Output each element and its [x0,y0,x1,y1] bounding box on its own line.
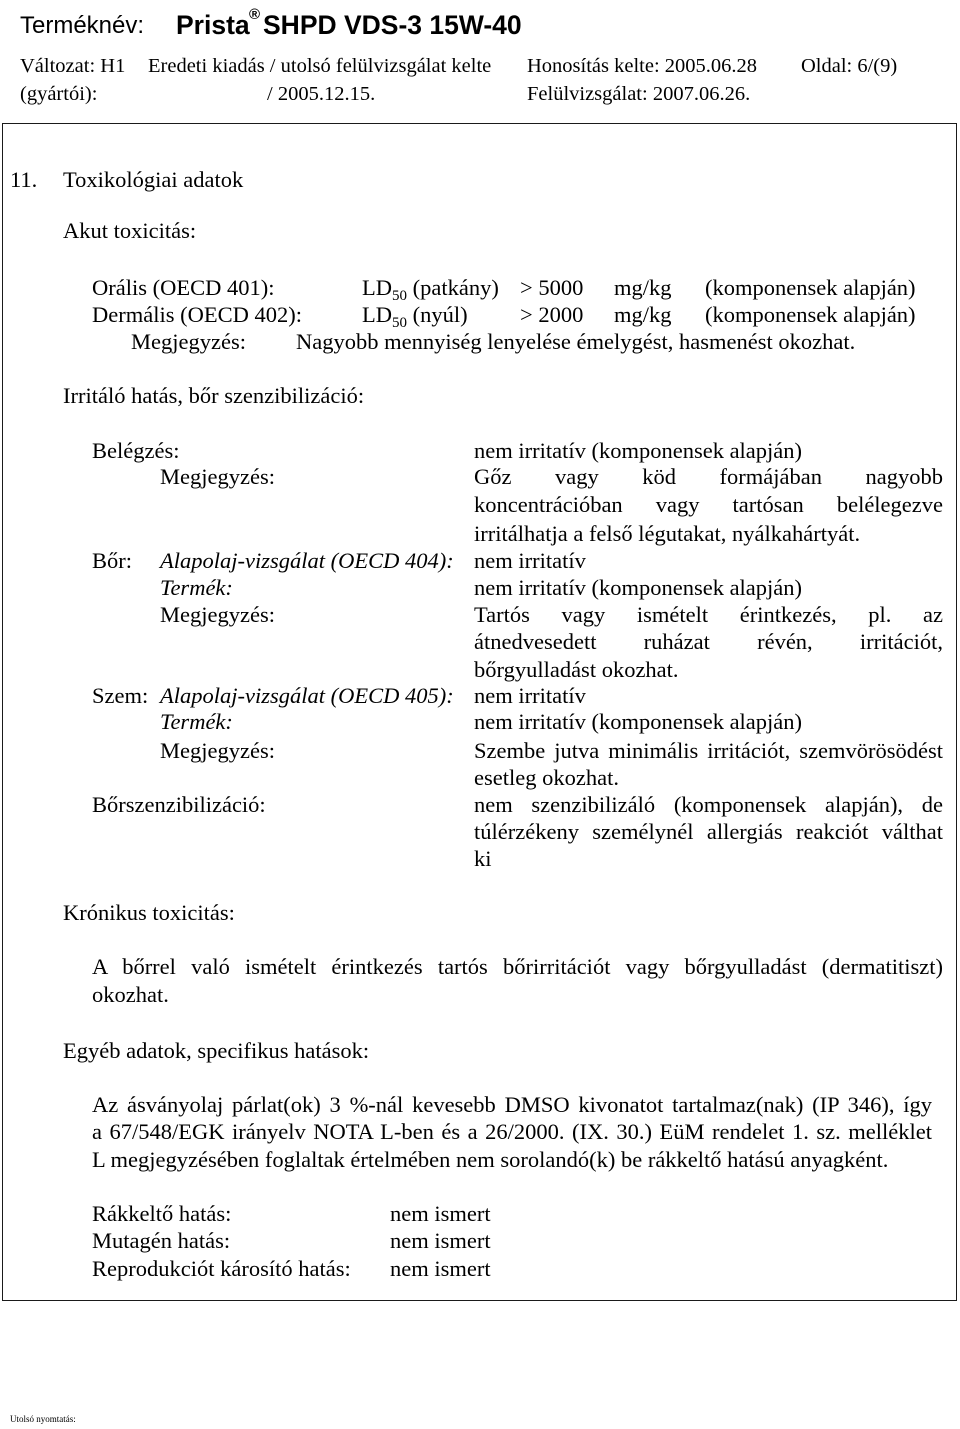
carcinogenic-label: Rákkeltő hatás: [92,1201,232,1226]
skin-product-label: Termék: [160,575,233,600]
product-name-label: Terméknév: [20,12,145,39]
revision-date: Felülvizsgálat: 2007.06.26. [527,83,751,105]
brand-name: Prista [176,10,250,40]
other-data-text [92,1091,932,1174]
registered-trademark-icon: ® [249,6,261,23]
eye-note [474,737,943,791]
text-line: okozhat. [92,982,169,1007]
text-line: a 67/548/EGK irányelv NOTA L-ben és a 26/2000. (IX. 30.) EüM rendelet 1. sz. melléklet [92,1119,932,1144]
text-line: nem szenzibilizáló (komponensek alapján), de [474,792,943,817]
test-subscript: 50 [392,288,407,304]
eye-base-oil-label: Alapolaj-vizsgálat (OECD 405): [160,683,454,708]
note-line: bőrgyulladást okozhat. [474,657,679,682]
text-line: ki [474,846,492,871]
eye-label: Szem: [92,683,149,708]
eye-product-label: Termék: [160,709,233,734]
acute-route: Dermális (OECD 402): [92,302,302,327]
acute-value: > 5000 [520,275,584,300]
note-line: átnedvesedett ruházat révén, irritációt, [474,629,943,654]
last-print-label: Utolsó nyomtatás: [10,1414,76,1424]
acute-note-label: Megjegyzés: [131,329,246,354]
skin-product-result: nem irritatív (komponensek alapján) [474,575,803,600]
test-species: (nyúl) [412,302,468,327]
version: Változat: H1 [20,55,126,77]
eye-note-label: Megjegyzés: [160,738,275,763]
issue-date: / 2005.12.15. [267,83,376,105]
mutagenic-label: Mutagén hatás: [92,1228,231,1253]
skin-base-oil-result: nem irritatív [474,548,586,573]
inhalation-note [474,463,943,547]
note-line: esetleg okozhat. [474,765,619,790]
sensitization-label: Bőrszenzibilizáció: [92,792,266,817]
section-number: 11. [10,167,38,192]
acute-toxicity-heading: Akut toxicitás: [63,218,197,243]
issue-label: Eredeti kiadás / utolsó felülvizsgálat kelte [148,55,492,77]
product-name: SHPD VDS-3 15W-40 [263,10,522,40]
issue-label-continued: (gyártói): [20,83,98,105]
test-species: (patkány) [412,275,499,300]
acute-basis: (komponensek alapján) [705,302,916,327]
skin-note-label: Megjegyzés: [160,602,275,627]
note-line: Gőz vagy köd formájában nagyobb [474,464,943,489]
eye-base-oil-result: nem irritatív [474,683,586,708]
skin-base-oil-label: Alapolaj-vizsgálat (OECD 404): [160,548,454,573]
inhalation-result: nem irritatív (komponensek alapján) [474,438,803,463]
note-line: irritálhatja a felső légutakat, nyálkahártyát. [474,521,861,546]
text-line: A bőrrel való ismételt érintkezés tartós bőrirritációt vagy bőrgyulladást (dermatitiszt) [92,954,943,979]
inhalation-note-label: Megjegyzés: [160,464,275,489]
acute-basis: (komponensek alapján) [705,275,916,300]
text-line: L megjegyzésében foglaltak értelmében nem sorolandó(k) be rákkeltő hatású anyagként. [92,1147,889,1172]
note-line: koncentrációban vagy tartósan belélegezve [474,492,943,517]
reproductive-toxicity-label: Reprodukciót károsító hatás: [92,1256,351,1281]
test-subscript: 50 [392,315,407,331]
eye-product-result: nem irritatív (komponensek alapján) [474,709,803,734]
note-line: Szembe jutva minimális irritációt, szemvörösödést [474,738,943,763]
acute-note: Nagyobb mennyiség lenyelése émelygést, hasmenést okozhat. [296,329,856,354]
test-name: LD [362,275,392,300]
sensitization-text [474,791,943,873]
skin-label: Bőr: [92,548,133,573]
acute-unit: mg/kg [614,275,672,300]
localization-date: Honosítás kelte: 2005.06.28 [527,55,758,77]
acute-unit: mg/kg [614,302,672,327]
irritation-heading: Irritáló hatás, bőr szenzibilizáció: [63,383,365,408]
other-data-heading: Egyéb adatok, specifikus hatások: [63,1038,370,1063]
carcinogenic-value: nem ismert [390,1201,491,1226]
chronic-toxicity-heading: Krónikus toxicitás: [63,900,235,925]
skin-note [474,601,943,683]
text-line: Az ásványolaj párlat(ok) 3 %-nál kevesebb DMSO kivonatot tartalmaz(nak) (IP 346), így [92,1092,932,1117]
reproductive-toxicity-value: nem ismert [390,1256,491,1281]
text-line: túlérzékeny személynél allergiás reakciót válthat [474,819,943,844]
acute-route: Orális (OECD 401): [92,275,275,300]
chronic-toxicity-text [92,953,943,1009]
inhalation-label: Belégzés: [92,438,180,463]
acute-value: > 2000 [520,302,584,327]
mutagenic-value: nem ismert [390,1228,491,1253]
test-name: LD [362,302,392,327]
section-title: Toxikológiai adatok [63,167,244,192]
page-number: Oldal: 6/(9) [801,55,898,77]
note-line: Tartós vagy ismételt érintkezés, pl. az [474,602,943,627]
